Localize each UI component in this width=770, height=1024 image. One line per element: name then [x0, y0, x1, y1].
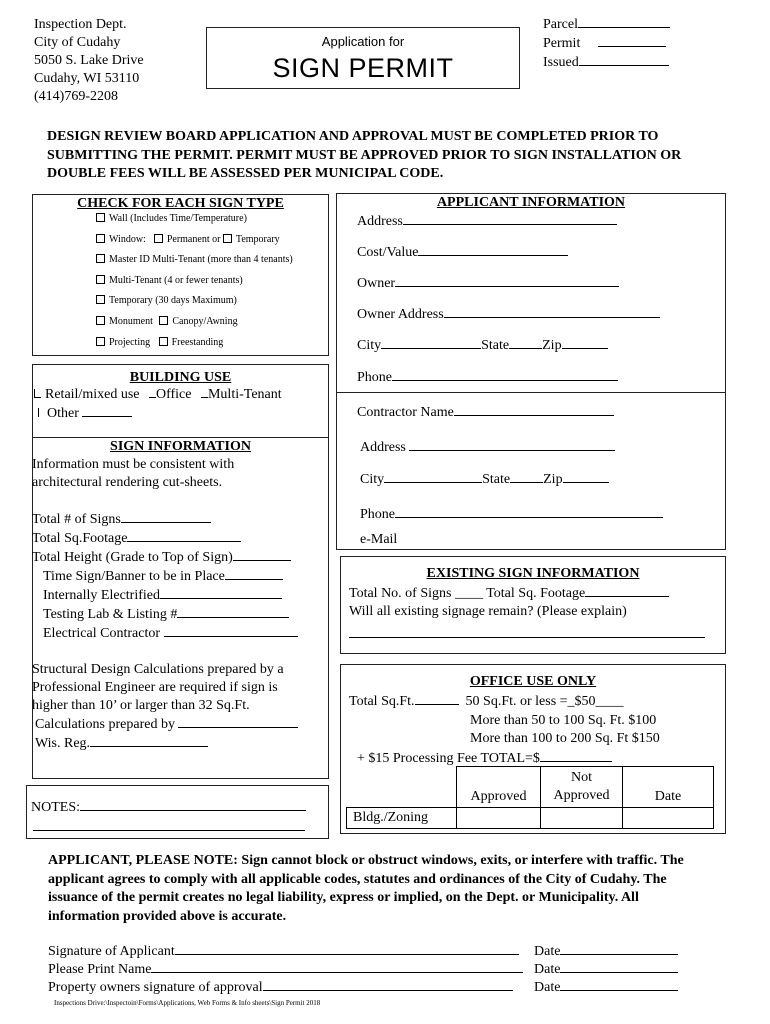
permit-field[interactable] [598, 34, 666, 47]
dept-line: Inspection Dept. [34, 17, 127, 32]
option-label: Freestanding [171, 336, 224, 348]
other-field[interactable] [82, 404, 132, 417]
existing-sign-content [349, 584, 705, 644]
field-label: Property owners signature of approval [48, 980, 263, 995]
checkbox-permanent[interactable] [154, 234, 163, 243]
checkbox-retail[interactable] [34, 389, 41, 398]
fee-line: + $15 Processing Fee TOTAL=$ [357, 750, 540, 766]
dept-line: City of Cudahy [34, 35, 121, 50]
existing-totals-label: Total No. of Signs ____ Total Sq. Footage [349, 586, 586, 601]
print-name-field[interactable] [151, 960, 523, 973]
field-label: Date [534, 944, 561, 959]
fee-line: More than 100 to 200 Sq. Ft $150 [470, 731, 660, 746]
address-field[interactable] [403, 212, 617, 225]
calc-prepared-field[interactable] [178, 715, 298, 728]
field-label: Wis. Reg. [35, 736, 91, 751]
approval-table [346, 766, 714, 829]
field-label: Electrical Contractor [43, 626, 160, 641]
field-label: Total Sq.Ft. [349, 694, 415, 709]
bldg-date-cell[interactable] [623, 808, 714, 829]
existing-remain-question: Will all existing signage remain? (Please explain) [349, 604, 627, 619]
field-label: City [357, 338, 382, 353]
applicant-signature-field[interactable] [175, 942, 519, 955]
phone-field[interactable] [392, 368, 618, 381]
total-signs-field[interactable] [121, 510, 211, 523]
option-label: Wall (Includes Time/Temperature) [109, 213, 247, 224]
col-date: Date [623, 767, 714, 808]
notes-field-2[interactable] [33, 818, 305, 831]
checkbox-canopy[interactable] [159, 316, 168, 325]
applicant-divider [336, 392, 726, 393]
owner-date-field[interactable] [560, 978, 678, 991]
option-label: Other [47, 406, 79, 421]
sign-info-header: SIGN INFORMATION [110, 439, 251, 454]
field-label: Zip [543, 472, 563, 487]
office-use-header: OFFICE USE ONLY [469, 674, 597, 689]
dept-line: Cudahy, WI 53110 [34, 71, 140, 86]
col-not-label: Not [571, 770, 592, 785]
dept-line: (414)769-2208 [34, 89, 118, 104]
field-label: Total Sq.Footage [32, 531, 128, 546]
issued-label: Issued [543, 55, 579, 70]
total-fee-field[interactable] [540, 749, 612, 762]
zip-field[interactable] [562, 336, 608, 349]
field-label: Owner Address [357, 307, 444, 322]
total-sqft-field[interactable] [127, 529, 241, 542]
contractor-name-field[interactable] [454, 403, 614, 416]
field-label: Contractor Name [357, 405, 454, 420]
parcel-field[interactable] [578, 15, 670, 28]
checkbox-multi-tenant[interactable] [96, 275, 105, 284]
field-label: Total # of Signs [32, 512, 121, 527]
title-box [206, 27, 520, 89]
checkbox-wall[interactable] [96, 213, 105, 222]
fee-line: More than 50 to 100 Sq. Ft. $100 [470, 712, 657, 728]
notes-box [26, 785, 329, 839]
contractor-phone-field[interactable] [395, 505, 663, 518]
field-label: Date [534, 962, 561, 977]
option-label: Temporary [235, 233, 280, 245]
cost-value-field[interactable] [418, 243, 568, 256]
col-not-approved [541, 767, 623, 808]
field-label: City [360, 472, 385, 487]
checkbox-window[interactable] [96, 234, 105, 243]
parcel-label: Parcel [543, 17, 578, 32]
notes-label: NOTES: [31, 800, 80, 815]
field-label: Zip [542, 338, 562, 353]
structural-note: higher than 10’ or larger than 32 Sq.Ft. [32, 698, 250, 713]
owner-address-field[interactable] [444, 305, 660, 318]
sign-type-options [96, 209, 293, 353]
dept-line: 5050 S. Lake Drive [34, 53, 144, 68]
applicant-date-field[interactable] [560, 942, 678, 955]
contractor-address-field[interactable] [409, 438, 615, 451]
field-label: Address [360, 440, 406, 455]
field-label: State [481, 338, 510, 353]
contractor-zip-field[interactable] [563, 470, 609, 483]
internally-electrified-field[interactable] [160, 586, 282, 599]
structural-note: Professional Engineer are required if sign is [32, 680, 278, 695]
option-label: Office [155, 387, 192, 402]
consistency-note: Information must be consistent with [32, 457, 235, 472]
consistency-note: architectural rendering cut-sheets. [32, 475, 223, 490]
field-label: Phone [357, 370, 392, 385]
contractor-city-field[interactable] [384, 470, 482, 483]
col-not-label-2: Approved [553, 788, 610, 803]
existing-explain-field[interactable] [349, 625, 705, 638]
field-label: Internally Electrified [43, 588, 160, 603]
option-label: Permanent or [166, 233, 221, 245]
field-label: Date [534, 980, 561, 995]
checkbox-projecting[interactable] [96, 337, 105, 346]
page-title: SIGN PERMIT [272, 53, 454, 83]
checkbox-multi[interactable] [201, 397, 208, 398]
permit-label: Permit [543, 36, 581, 51]
option-label: Monument [109, 315, 153, 327]
property-owner-signature-field[interactable] [263, 978, 513, 991]
checkbox-temporary[interactable] [223, 234, 232, 243]
checkbox-other[interactable] [38, 408, 39, 417]
field-label: Please Print Name [48, 962, 152, 977]
field-label: e-Mail [360, 532, 398, 547]
field-label: Testing Lab & Listing # [43, 607, 178, 622]
approval-table-corner [347, 767, 457, 808]
option-label: Projecting [109, 336, 151, 348]
bldg-not-approved-cell[interactable] [541, 808, 623, 829]
field-label: Time Sign/Banner to be in Place [43, 569, 225, 584]
field-label: Total Height (Grade to Top of Sign) [32, 550, 233, 565]
field-label: State [482, 472, 511, 487]
existing-sign-header: EXISTING SIGN INFORMATION [426, 566, 640, 581]
option-label: Retail/mixed use [45, 387, 140, 402]
issued-field[interactable] [579, 53, 669, 66]
building-use-options [34, 386, 282, 423]
checkbox-master-id[interactable] [96, 254, 105, 263]
checkbox-temporary-30[interactable] [96, 295, 105, 304]
bldg-approved-cell[interactable] [457, 808, 541, 829]
structural-note: Structural Design Calculations prepared by a [32, 662, 284, 677]
col-approved: Approved [457, 767, 541, 808]
contractor-state-field[interactable] [510, 470, 543, 483]
applicant-info-header: APPLICANT INFORMATION [436, 195, 626, 210]
city-field[interactable] [381, 336, 481, 349]
field-label: Calculations prepared by [35, 717, 175, 732]
field-label: Cost/Value [357, 245, 419, 260]
dept-address [34, 16, 144, 106]
title-small: Application for [321, 34, 405, 49]
option-label: Window: [109, 233, 146, 245]
option-label: Temporary (30 days Maximum) [109, 295, 237, 307]
office-sqft-field[interactable] [415, 692, 459, 705]
testing-lab-field[interactable] [177, 605, 289, 618]
field-label: Phone [360, 507, 395, 522]
row-bldg-zoning: Bldg./Zoning [347, 808, 457, 829]
checkbox-monument[interactable] [96, 316, 105, 325]
sign-type-header: CHECK FOR EACH SIGN TYPE [77, 196, 284, 211]
existing-sqft-field[interactable] [585, 584, 669, 597]
field-label: Signature of Applicant [48, 944, 175, 959]
print-date-field[interactable] [560, 960, 678, 973]
field-label: Address [357, 214, 403, 229]
time-sign-field[interactable] [225, 567, 283, 580]
electrical-contractor-field[interactable] [164, 624, 298, 637]
option-label: Canopy/Awning [172, 315, 238, 327]
wis-reg-field[interactable] [90, 734, 208, 747]
owner-field[interactable] [395, 274, 619, 287]
option-label: Master ID Multi-Tenant (more than 4 tenants) [109, 254, 293, 266]
field-label: Owner [357, 276, 396, 291]
fee-line: 50 Sq.Ft. or less =_$50____ [465, 694, 624, 709]
option-label: Multi-Tenant [207, 387, 282, 402]
office-use-fees [349, 692, 660, 768]
checkbox-freestanding[interactable] [159, 337, 168, 346]
checkbox-office[interactable] [149, 397, 156, 398]
building-use-header: BUILDING USE [129, 370, 232, 385]
notes-field-1[interactable] [80, 798, 306, 811]
state-field[interactable] [509, 336, 542, 349]
total-height-field[interactable] [233, 548, 291, 561]
design-review-notice: DESIGN REVIEW BOARD APPLICATION AND APPROVAL MUST BE COMPLETED PRIOR TO SUBMITTING THE PERMIT. PERMIT MUST BE APPROVED PRIOR TO SIGN INSTALLATION OR DOUBLE FEES WILL BE ASSESSED PER MUNICIPAL CODE. [47, 129, 682, 181]
sign-info-content [32, 456, 298, 753]
option-label: Multi-Tenant (4 or fewer tenants) [109, 274, 243, 286]
parcel-block [543, 15, 670, 72]
footer-path: Inspections Drive:\Inspectoin\Forms\Applications, Web Forms & Info sheets\Sign Permit 2018 [54, 999, 321, 1007]
applicant-note: APPLICANT, PLEASE NOTE: Sign cannot block or obstruct windows, exits, or interfere with traffic. The applicant agrees to comply with all applicable codes, statutes and ordinances of the City of Cudahy. The issuance of the permit creates no legal liability, express or implied, on the Dept. or Municipality. All information provided above is accurate. [48, 853, 684, 924]
